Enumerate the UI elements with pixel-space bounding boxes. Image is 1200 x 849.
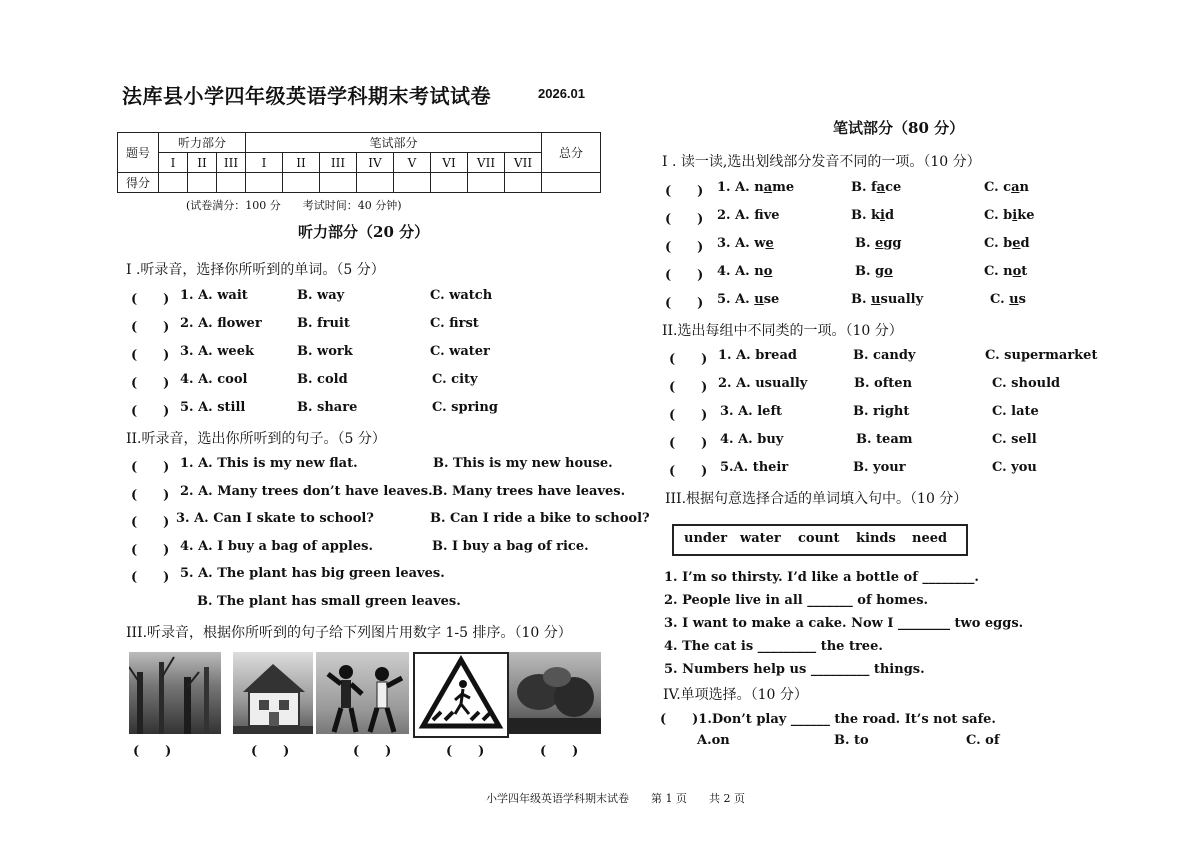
answer-paren[interactable]: ( ) <box>669 352 708 367</box>
picture-answer-4[interactable]: ( ) <box>446 744 485 759</box>
option-b: B. right <box>853 404 910 419</box>
option-a: 3. A. Can I skate to school? <box>176 511 374 526</box>
option-b: B. your <box>853 460 906 475</box>
option-c: C. water <box>430 344 490 359</box>
score-col: IV <box>357 153 394 173</box>
score-col: II <box>283 153 320 173</box>
score-col: I <box>246 153 283 173</box>
answer-paren[interactable]: ( ) <box>665 296 704 311</box>
option-a: 1. A. This is my new flat. <box>180 456 358 471</box>
house-icon <box>233 652 313 734</box>
tree-icon <box>129 652 221 734</box>
score-cell[interactable] <box>283 173 320 193</box>
option-b: B. work <box>297 344 353 359</box>
answer-paren[interactable]: ( ) <box>131 320 170 335</box>
option-c: C. bed <box>984 236 1030 251</box>
answer-paren[interactable]: ( ) <box>131 515 170 530</box>
option-b: B. I buy a bag of rice. <box>432 539 589 554</box>
answer-paren[interactable]: ( ) <box>131 488 170 503</box>
option-a: 2. A. flower <box>180 316 262 331</box>
picture-people <box>316 652 409 734</box>
picture-answer-2[interactable]: ( ) <box>251 744 290 759</box>
score-cell[interactable] <box>320 173 357 193</box>
answer-paren[interactable]: ( ) <box>131 404 170 419</box>
score-cell[interactable] <box>188 173 217 193</box>
option-a: 4. A. I buy a bag of apples. <box>180 539 373 554</box>
option-a: 3. A. we <box>717 236 774 251</box>
option-b: B. Can I ride a bike to school? <box>430 511 650 526</box>
answer-paren[interactable]: ( ) <box>131 460 170 475</box>
score-col: VII <box>468 153 505 173</box>
score-cell[interactable] <box>357 173 394 193</box>
answer-paren[interactable]: ( ) <box>131 292 170 307</box>
fill-sentence-2[interactable]: 2. People live in all _______ of homes. <box>664 593 929 608</box>
option-b: B. share <box>297 400 358 415</box>
option-b: B. go <box>855 264 893 279</box>
answer-paren[interactable]: ( ) <box>669 408 708 423</box>
choice-option-a[interactable]: A.on <box>697 733 730 748</box>
score-table-label-defen: 得分 <box>118 173 159 193</box>
score-table-total: 总分 <box>542 133 601 173</box>
option-b: B. egg <box>855 236 902 251</box>
option-b: B. The plant has small green leaves. <box>197 594 461 609</box>
option-b: B. often <box>854 376 913 391</box>
option-b: B. usually <box>851 292 924 307</box>
page-footer: 小学四年级英语学科期末试卷 第 1 页 共 2 页 <box>486 792 745 805</box>
fill-sentence-1[interactable]: 1. I’m so thirsty. I’d like a bottle of ________. <box>664 570 979 585</box>
choice-question-1[interactable]: ( )1.Don’t play ______ the road. It’s not safe. <box>660 712 996 727</box>
option-c: C. city <box>432 372 478 387</box>
score-table-written: 笔试部分 <box>246 133 542 153</box>
written-part4-heading: IV.单项选择。（10 分） <box>663 687 808 703</box>
picture-crosswalk-sign <box>413 652 509 738</box>
option-b: B. Many trees have leaves. <box>432 484 626 499</box>
score-cell[interactable] <box>217 173 246 193</box>
written-part2-heading: II.选出每组中不同类的一项。（10 分） <box>662 323 903 339</box>
option-a: 5. A. use <box>717 292 780 307</box>
option-c: C. watch <box>430 288 493 303</box>
option-c: C. sell <box>992 432 1037 447</box>
option-a: 1. A. bread <box>718 348 797 363</box>
option-a: 1. A. wait <box>180 288 248 303</box>
fill-sentence-3[interactable]: 3. I want to make a cake. Now I ________ two eggs. <box>664 616 1024 631</box>
option-a: 2. A. fve <box>717 208 780 223</box>
picture-answer-1[interactable]: ( ) <box>133 744 172 759</box>
option-a: 5. A. still <box>180 400 246 415</box>
answer-paren[interactable]: ( ) <box>665 240 704 255</box>
score-col: V <box>394 153 431 173</box>
option-a: 2. A. usually <box>718 376 808 391</box>
option-a: 3. A. week <box>180 344 254 359</box>
option-c: C. bike <box>984 208 1035 223</box>
listening-heading: 听力部分（20 分） <box>298 223 430 241</box>
option-a: 4. A. cool <box>180 372 248 387</box>
option-a: 4. A. no <box>717 264 773 279</box>
answer-paren[interactable]: ( ) <box>669 436 708 451</box>
word-bank <box>672 524 968 556</box>
picture-answer-5[interactable]: ( ) <box>540 744 579 759</box>
score-cell[interactable] <box>246 173 283 193</box>
score-col: VII <box>505 153 542 173</box>
option-b: B. fruit <box>297 316 350 331</box>
crosswalk-sign-icon <box>415 654 507 736</box>
option-b: B. face <box>851 180 902 195</box>
word-bank-item: under <box>684 531 728 546</box>
score-cell[interactable] <box>468 173 505 193</box>
score-col: VI <box>431 153 468 173</box>
choice-option-b[interactable]: B. to <box>834 733 869 748</box>
picture-trees <box>129 652 221 734</box>
score-table-label-tihao: 题号 <box>118 133 159 173</box>
plant-icon <box>509 652 601 734</box>
answer-paren[interactable]: ( ) <box>131 570 170 585</box>
option-a: 3. A. left <box>720 404 783 419</box>
score-col: II <box>188 153 217 173</box>
score-table-listening: 听力部分 <box>159 133 246 153</box>
listening-part1-heading: I .听录音，选择你所听到的单词。（5 分） <box>126 262 385 278</box>
fill-sentence-4[interactable]: 4. The cat is _________ the tree. <box>664 639 883 654</box>
picture-answer-3[interactable]: ( ) <box>353 744 392 759</box>
score-cell[interactable] <box>505 173 542 193</box>
score-cell[interactable] <box>394 173 431 193</box>
word-bank-item: water <box>740 531 781 546</box>
option-c: C. spring <box>432 400 498 415</box>
fill-sentence-5[interactable]: 5. Numbers help us _________ things. <box>664 662 925 677</box>
option-a: 5.A. their <box>720 460 789 475</box>
option-c: C. us <box>990 292 1026 307</box>
answer-paren[interactable]: ( ) <box>131 348 170 363</box>
answer-paren[interactable]: ( ) <box>669 464 708 479</box>
people-icon <box>316 652 409 734</box>
written-part1-heading: I . 读一读,选出划线部分发音不同的一项。（10 分） <box>662 154 981 170</box>
picture-garden <box>509 652 601 734</box>
answer-paren[interactable]: ( ) <box>665 212 704 227</box>
option-b: B. candy <box>853 348 916 363</box>
exam-info: (试卷满分：100 分 考试时间：40 分钟) <box>186 199 402 212</box>
score-col: III <box>320 153 357 173</box>
choice-option-c[interactable]: C. of <box>966 733 1000 748</box>
option-b: B. kid <box>851 208 895 223</box>
answer-paren[interactable]: ( ) <box>669 380 708 395</box>
option-a: 1. A. name <box>717 180 795 195</box>
page-title: 法库县小学四年级英语学科期末考试试卷 <box>122 84 491 108</box>
score-col: III <box>217 153 246 173</box>
picture-house <box>233 652 313 734</box>
option-a: 4. A. buy <box>720 432 784 447</box>
written-part3-heading: III.根据句意选择合适的单词填入句中。（10 分） <box>665 491 968 507</box>
option-a: 2. A. Many trees don’t have leaves. <box>180 484 433 499</box>
score-cell[interactable] <box>159 173 188 193</box>
option-c: C. should <box>992 376 1061 391</box>
word-bank-item: kinds <box>856 531 896 546</box>
option-b: B. This is my new house. <box>433 456 613 471</box>
exam-date: 2026.01 <box>538 86 585 101</box>
option-a: 5. A. The plant has big green leaves. <box>180 566 445 581</box>
score-table <box>117 132 601 193</box>
word-bank-item: count <box>798 531 840 546</box>
option-c: C. not <box>984 264 1028 279</box>
listening-part3-heading: III.听录音，根据你所听到的句子给下列图片用数字 1-5 排序。（10 分） <box>126 625 572 641</box>
option-c: C. first <box>430 316 479 331</box>
option-b: B. team <box>856 432 913 447</box>
option-c: C. late <box>992 404 1039 419</box>
score-cell[interactable] <box>431 173 468 193</box>
option-c: C. can <box>984 180 1029 195</box>
answer-paren[interactable]: ( ) <box>131 376 170 391</box>
listening-part2-heading: II.听录音，选出你所听到的句子。（5 分） <box>126 431 386 447</box>
written-heading: 笔试部分（80 分） <box>833 119 965 137</box>
option-b: B. way <box>297 288 345 303</box>
option-c: C. you <box>992 460 1037 475</box>
option-b: B. cold <box>297 372 348 387</box>
word-bank-item: need <box>912 531 948 546</box>
answer-paren[interactable]: ( ) <box>131 543 170 558</box>
score-cell[interactable] <box>542 173 601 193</box>
answer-paren[interactable]: ( ) <box>665 268 704 283</box>
answer-paren[interactable]: ( ) <box>665 184 704 199</box>
score-col: I <box>159 153 188 173</box>
option-c: C. supermarket <box>985 348 1098 363</box>
